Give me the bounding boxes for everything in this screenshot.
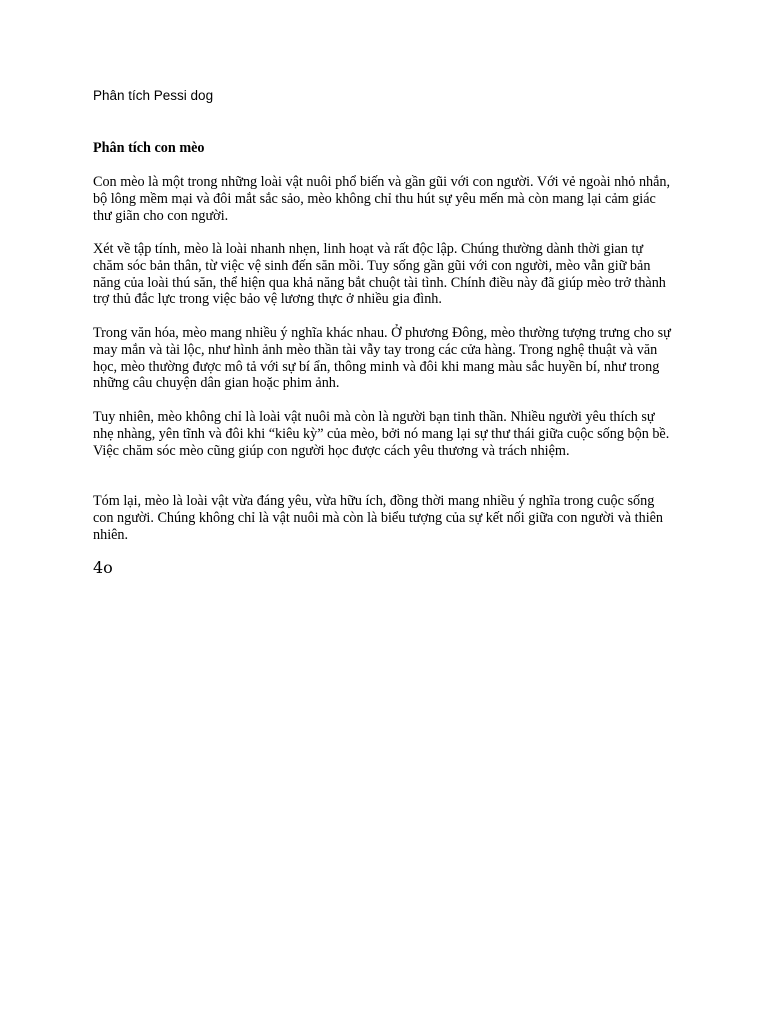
paragraph-culture: Trong văn hóa, mèo mang nhiều ý nghĩa khác nhau. Ở phương Đông, mèo thường tượng trưng cho sự may mắn và tài lộc, như hình ảnh mèo thần tài vẫy tay trong các cửa hàng. Trong nghệ thuật và văn học, mèo thường được mô tả với sự bí ẩn, thông minh và đôi khi mang màu sắc huyền bí, như trong những câu chuyện dân gian hoặc phim ảnh. <box>93 325 671 392</box>
section-heading: Phân tích con mèo <box>93 140 205 156</box>
paragraph-companion: Tuy nhiên, mèo không chỉ là loài vật nuôi mà còn là người bạn tinh thần. Nhiều người yêu thích sự nhẹ nhàng, yên tĩnh và đôi khi “kiêu kỳ” của mèo, bởi nó mang lại sự thư thái giữa cuộc sống bộn bề. Việc chăm sóc mèo cũng giúp con người học được cách yêu thương và trách nhiệm. <box>93 409 670 459</box>
document-title: Phân tích Pessi dog <box>93 88 214 103</box>
paragraph-conclusion: Tóm lại, mèo là loài vật vừa đáng yêu, vừa hữu ích, đồng thời mang nhiều ý nghĩa trong cuộc sống con người. Chúng không chỉ là vật nuôi mà còn là biểu tượng của sự kết nối giữa con người và thiên nhiên. <box>93 493 664 543</box>
paragraph-intro: Con mèo là một trong những loài vật nuôi phổ biến và gần gũi với con người. Với vẻ ngoài nhỏ nhắn, bộ lông mềm mại và đôi mắt sắc sảo, mèo không chỉ thu hút sự yêu mến mà còn mang lại cảm giác thư giãn cho con người. <box>93 174 671 224</box>
paragraph-behavior: Xét về tập tính, mèo là loài nhanh nhẹn, linh hoạt và rất độc lập. Chúng thường dành thời gian tự chăm sóc bản thân, từ việc vệ sinh đến săn mồi. Tuy sống gần gũi với con người, mèo vẫn giữ bản năng của loài thú săn, thể hiện qua khả năng bắt chuột tài tình. Chính điều này đã giúp mèo trở thành trợ thủ đắc lực trong việc bảo vệ lương thực ở nhiều gia đình. <box>93 241 666 308</box>
model-note: 4o <box>93 558 113 577</box>
